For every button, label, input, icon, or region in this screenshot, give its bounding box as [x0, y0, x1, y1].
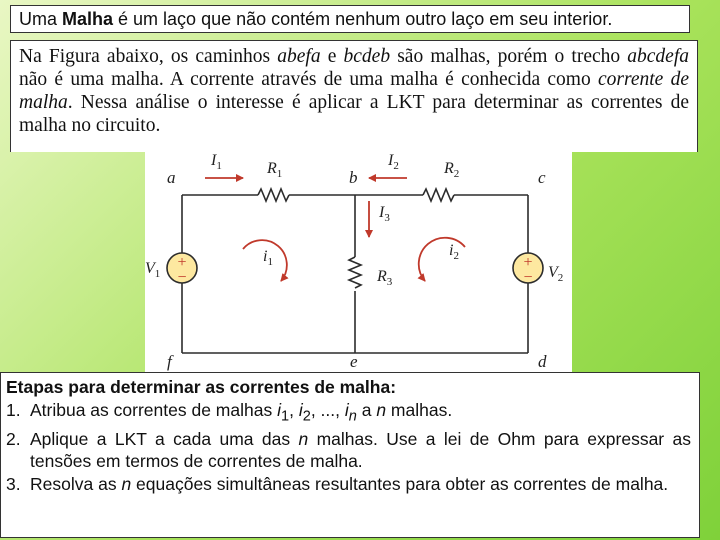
- resistor-r1: [258, 189, 289, 201]
- intro-text-4: não é uma malha. A corrente através de uma malha é conhecida como: [19, 69, 598, 90]
- title-text-end: é um laço que não contém nenhum outro laço em seu interior.: [113, 9, 613, 29]
- label-i2-branch: $I_2$: [388, 152, 399, 172]
- label-r3: $R_3$: [377, 268, 393, 288]
- step-text: Aplique a LKT a cada uma das n malhas. Use a lei de Ohm para expressar as tensões em termos de correntes de malha.: [30, 428, 691, 471]
- steps-title: Etapas para determinar as correntes de malha:: [6, 377, 397, 397]
- slide-title: [10, 5, 690, 33]
- step-2: [6, 428, 691, 473]
- label-v2: $V_2$: [548, 264, 564, 284]
- intro-text-3: são malhas, porém o trecho: [390, 46, 628, 67]
- label-i1-branch: $I_1$: [211, 152, 222, 172]
- node-f: f: [167, 352, 172, 371]
- label-mesh-i2: $i_2$: [449, 242, 459, 262]
- v2-minus: −: [523, 269, 533, 286]
- term-mesh-current: corrente de malha: [19, 69, 689, 113]
- v1-plus: +: [177, 254, 187, 271]
- intro-text-1: Na Figura abaixo, os caminhos: [19, 46, 278, 67]
- path-abefa: abefa: [277, 46, 321, 67]
- steps-panel: [0, 372, 700, 538]
- node-c: c: [538, 168, 546, 187]
- v2-plus: +: [523, 254, 533, 271]
- label-mesh-i1: $i_1$: [263, 248, 273, 268]
- resistor-r3: [349, 257, 361, 288]
- step-text: Resolva as n equações simultâneas resultantes para obter as correntes de malha.: [30, 473, 669, 494]
- path-abcdefa: abcdefa: [627, 46, 690, 67]
- label-v1: $V_1$: [145, 260, 161, 280]
- intro-paragraph: [10, 40, 698, 152]
- node-b: b: [349, 168, 358, 187]
- intro-text-5: . Nessa análise o interesse é aplicar a LKT para determinar as correntes de malha no circuito.: [19, 92, 689, 136]
- label-r2: $R_2$: [444, 160, 460, 180]
- label-r1: $R_1$: [267, 160, 283, 180]
- circuit-svg: [145, 151, 572, 373]
- circuit-diagram: [145, 151, 572, 373]
- step-number: 2.: [6, 428, 21, 449]
- title-text-start: Uma: [19, 9, 63, 29]
- path-bcdeb: bcdeb: [343, 46, 391, 67]
- node-a: a: [167, 168, 176, 187]
- step-text: Atribua as correntes de malhas $i_1$, $i_2$, ..., $i_n$ a n malhas.: [30, 399, 453, 424]
- v1-minus: −: [177, 269, 187, 286]
- resistor-r2: [423, 189, 454, 201]
- node-e: e: [350, 352, 358, 371]
- label-i3-branch: $I_3$: [379, 204, 390, 224]
- step-number: 3.: [6, 473, 21, 494]
- intro-text-2: e: [320, 46, 344, 67]
- title-keyword: Malha: [62, 9, 114, 29]
- node-d: d: [538, 352, 547, 371]
- step-1: [6, 399, 691, 428]
- step-3: [6, 473, 691, 496]
- step-number: 1.: [6, 399, 21, 420]
